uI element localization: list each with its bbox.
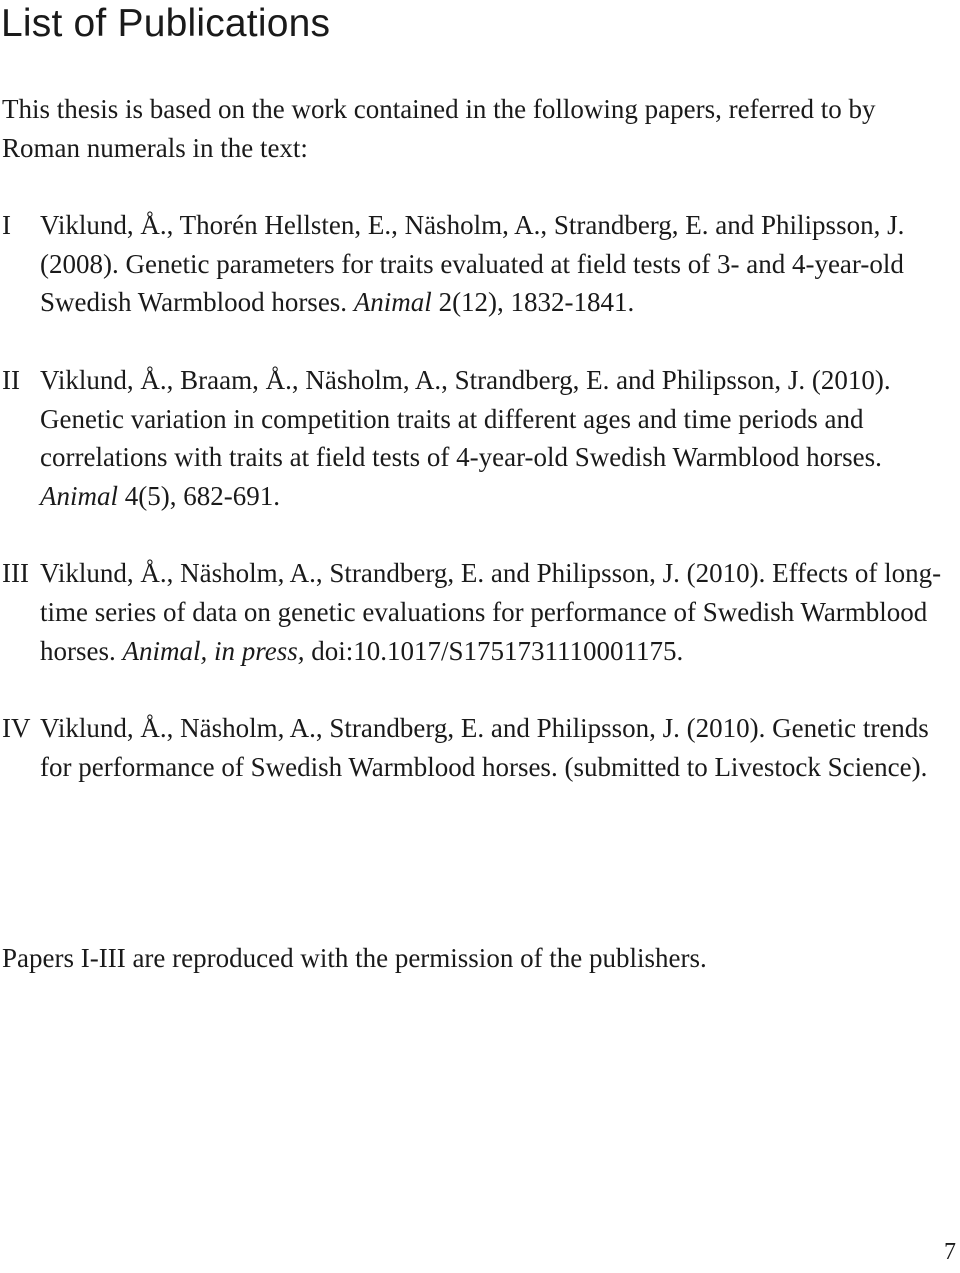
publication-reference xyxy=(40,709,960,786)
intro-paragraph: This thesis is based on the work contained in the following papers, referred to by Roman numerals in the text: xyxy=(2,94,876,163)
permission-note: Papers I-III are reproduced with the permission of the publishers. xyxy=(2,943,707,973)
publication-title: Genetic parameters for traits evaluated at field tests of 3- and 4-year-old Swedish Warmblood horses. xyxy=(40,248,904,318)
publication-item xyxy=(0,709,960,786)
publication-numeral: III xyxy=(2,558,29,589)
publication-details: (submitted to Livestock Science). xyxy=(564,751,928,782)
publication-item xyxy=(0,361,960,516)
publication-list xyxy=(0,206,960,825)
publication-title: Genetic trends for performance of Swedish Warmblood horses. xyxy=(40,713,929,782)
publication-journal: Animal xyxy=(40,480,118,511)
publication-numeral: I xyxy=(2,210,11,240)
publication-details: 2(12), 1832-1841. xyxy=(438,287,635,318)
publication-reference xyxy=(40,206,960,322)
publication-reference xyxy=(40,361,960,516)
publication-item xyxy=(0,554,960,670)
page-title: List of Publications xyxy=(1,2,331,45)
publication-numeral: II xyxy=(2,364,20,395)
publication-numeral: IV xyxy=(2,713,31,744)
publication-title: Effects of long-time series of data on genetic evaluations for performance of Swedish Warmblood horses. xyxy=(40,558,942,666)
publication-title: Genetic variation in competition traits at different ages and time periods and correlations with traits at field tests of 4-year-old Swedish Warmblood horses. xyxy=(40,403,882,473)
page-number: 7 xyxy=(944,1239,956,1265)
publication-authors: Viklund, Å., Braam, Å., Näsholm, A., Strandberg, E. and Philipsson, J. (2010). xyxy=(40,364,891,395)
publication-authors: Viklund, Å., Näsholm, A., Strandberg, E. and Philipsson, J. (2010). xyxy=(40,713,766,744)
publication-details: 4(5), 682-691. xyxy=(124,480,280,511)
publication-journal: Animal xyxy=(353,287,432,318)
publication-authors: Viklund, Å., Thorén Hellsten, E., Näsholm, A., Strandberg, E. and Philipsson, J. (2008). xyxy=(40,210,905,279)
publication-item xyxy=(0,206,960,322)
publication-authors: Viklund, Å., Näsholm, A., Strandberg, E. and Philipsson, J. (2010). xyxy=(40,558,766,589)
publication-journal: Animal, in press, xyxy=(122,635,305,666)
publication-details: doi:10.1017/S1751731110001175. xyxy=(311,635,684,666)
publication-reference xyxy=(40,554,960,670)
